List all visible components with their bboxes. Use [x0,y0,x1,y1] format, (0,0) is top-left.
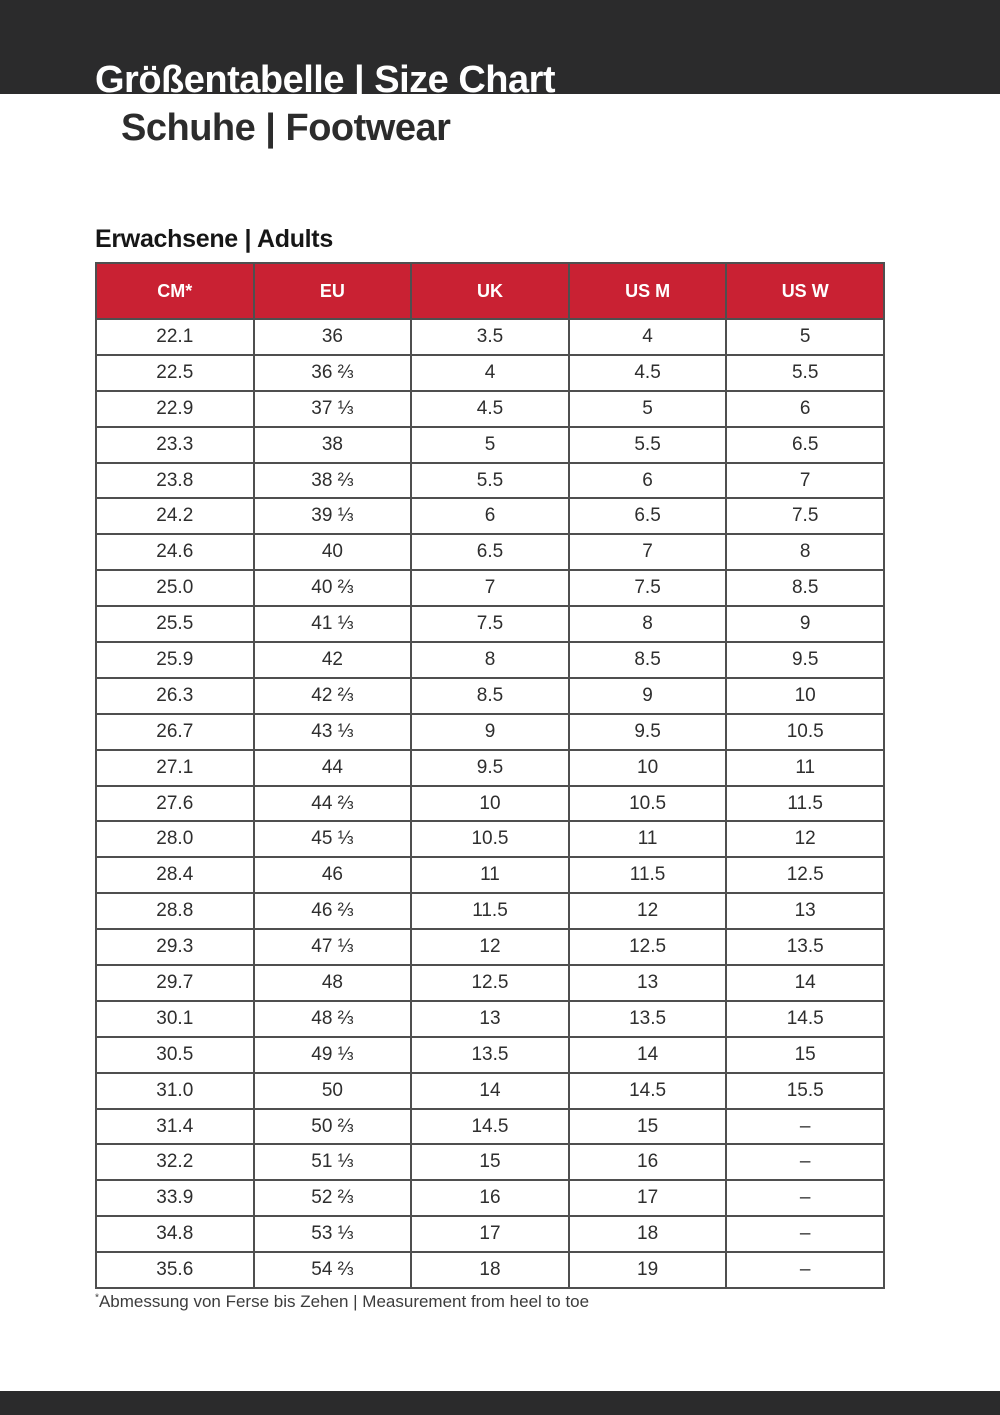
footnote-text: Abmessung von Ferse bis Zehen | Measurement from heel to toe [98,1292,590,1311]
table-cell: 28.4 [96,857,254,893]
table-cell: 42 ⅔ [254,678,412,714]
table-cell: 6.5 [411,534,569,570]
table-cell: 49 ⅓ [254,1037,412,1073]
table-cell: 15 [569,1109,727,1145]
table-row [96,821,884,857]
table-cell: 25.0 [96,570,254,606]
table-cell: 5 [569,391,727,427]
table-cell: 46 [254,857,412,893]
table-cell: 29.7 [96,965,254,1001]
column-header: EU [254,263,412,319]
table-cell: 26.7 [96,714,254,750]
table-cell: 6 [411,498,569,534]
table-cell: 9.5 [569,714,727,750]
table-cell: 5.5 [726,355,884,391]
table-cell: 5 [726,319,884,355]
table-cell: 15 [726,1037,884,1073]
table-cell: – [726,1252,884,1288]
table-row [96,929,884,965]
footnote-asterisk: * [95,1292,99,1304]
table-cell: 10.5 [726,714,884,750]
table-cell: 3.5 [411,319,569,355]
table-row [96,319,884,355]
table-cell: 39 ⅓ [254,498,412,534]
table-cell: 43 ⅓ [254,714,412,750]
table-cell: – [726,1109,884,1145]
table-cell: 14.5 [411,1109,569,1145]
table-row [96,678,884,714]
table-row [96,1180,884,1216]
table-cell: 27.6 [96,786,254,822]
table-row [96,786,884,822]
table-cell: 7.5 [569,570,727,606]
table-cell: 51 ⅓ [254,1144,412,1180]
table-cell: 17 [411,1216,569,1252]
table-cell: 23.8 [96,463,254,499]
table-cell: 13.5 [569,1001,727,1037]
table-cell: 45 ⅓ [254,821,412,857]
table-cell: 4.5 [569,355,727,391]
table-cell: 6 [726,391,884,427]
table-cell: – [726,1144,884,1180]
table-row [96,965,884,1001]
table-cell: 18 [411,1252,569,1288]
table-cell: 42 [254,642,412,678]
table-cell: 30.1 [96,1001,254,1037]
table-cell: 7 [411,570,569,606]
table-cell: 7.5 [726,498,884,534]
table-cell: 28.0 [96,821,254,857]
table-cell: 24.6 [96,534,254,570]
table-cell: 6.5 [569,498,727,534]
table-cell: 9 [569,678,727,714]
table-cell: 38 [254,427,412,463]
table-cell: 48 ⅔ [254,1001,412,1037]
table-cell: 25.5 [96,606,254,642]
table-cell: 14 [569,1037,727,1073]
table-cell: 8 [569,606,727,642]
table-row [96,1252,884,1288]
table-cell: 7 [726,463,884,499]
table-cell: 47 ⅓ [254,929,412,965]
table-row [96,642,884,678]
column-header: US M [569,263,727,319]
table-cell: 8 [726,534,884,570]
table-cell: 7 [569,534,727,570]
column-header: CM* [96,263,254,319]
table-cell: 16 [411,1180,569,1216]
table-cell: 48 [254,965,412,1001]
table-cell: 44 [254,750,412,786]
size-table-head [96,263,884,319]
table-cell: 38 ⅔ [254,463,412,499]
table-cell: 52 ⅔ [254,1180,412,1216]
table-cell: 29.3 [96,929,254,965]
table-cell: 44 ⅔ [254,786,412,822]
table-cell: 4 [569,319,727,355]
table-cell: 14.5 [569,1073,727,1109]
table-cell: 7.5 [411,606,569,642]
table-cell: 14 [726,965,884,1001]
table-cell: 41 ⅓ [254,606,412,642]
table-row [96,750,884,786]
table-cell: 35.6 [96,1252,254,1288]
table-cell: 15.5 [726,1073,884,1109]
column-header: US W [726,263,884,319]
table-cell: 54 ⅔ [254,1252,412,1288]
table-cell: 12.5 [726,857,884,893]
table-cell: 11.5 [569,857,727,893]
table-row [96,1073,884,1109]
page-subtitle: Schuhe | Footwear [121,107,451,149]
table-cell: 28.8 [96,893,254,929]
table-cell: 6 [569,463,727,499]
table-cell: 10.5 [411,821,569,857]
table-cell: 25.9 [96,642,254,678]
table-row [96,570,884,606]
table-cell: 19 [569,1252,727,1288]
table-cell: 5.5 [411,463,569,499]
table-header-row [96,263,884,319]
table-cell: 12.5 [411,965,569,1001]
table-cell: 14.5 [726,1001,884,1037]
table-cell: 26.3 [96,678,254,714]
table-row [96,498,884,534]
table-row [96,427,884,463]
table-cell: 22.1 [96,319,254,355]
table-cell: 36 ⅔ [254,355,412,391]
table-cell: 30.5 [96,1037,254,1073]
table-cell: – [726,1216,884,1252]
table-cell: 53 ⅓ [254,1216,412,1252]
table-row [96,606,884,642]
size-table [95,262,885,1289]
table-cell: 32.2 [96,1144,254,1180]
table-cell: 11 [726,750,884,786]
table-row [96,1109,884,1145]
table-cell: 9.5 [726,642,884,678]
table-cell: 11 [569,821,727,857]
table-cell: 4 [411,355,569,391]
table-cell: 36 [254,319,412,355]
footnote [95,1292,589,1312]
table-cell: 22.5 [96,355,254,391]
table-cell: 31.4 [96,1109,254,1145]
table-cell: 10 [726,678,884,714]
table-row [96,1001,884,1037]
table-row [96,355,884,391]
table-cell: 8 [411,642,569,678]
table-cell: 11 [411,857,569,893]
table-cell: 13 [569,965,727,1001]
table-cell: 14 [411,1073,569,1109]
table-cell: 27.1 [96,750,254,786]
table-row [96,857,884,893]
table-cell: 18 [569,1216,727,1252]
size-table-body [96,319,884,1288]
table-cell: 9.5 [411,750,569,786]
table-cell: 6.5 [726,427,884,463]
table-cell: 13.5 [726,929,884,965]
table-row [96,1216,884,1252]
table-row [96,1144,884,1180]
table-cell: 9 [411,714,569,750]
table-cell: 13.5 [411,1037,569,1073]
page-title: Größentabelle | Size Chart [95,59,556,101]
table-cell: 46 ⅔ [254,893,412,929]
table-cell: 17 [569,1180,727,1216]
table-cell: 23.3 [96,427,254,463]
table-row [96,463,884,499]
table-cell: 10.5 [569,786,727,822]
table-row [96,714,884,750]
table-cell: 8.5 [726,570,884,606]
table-cell: 22.9 [96,391,254,427]
table-cell: 24.2 [96,498,254,534]
table-cell: 4.5 [411,391,569,427]
table-cell: 50 ⅔ [254,1109,412,1145]
table-cell: – [726,1180,884,1216]
section-title: Erwachsene | Adults [95,225,333,253]
table-cell: 12 [726,821,884,857]
table-cell: 12 [569,893,727,929]
table-cell: 10 [569,750,727,786]
table-row [96,893,884,929]
table-cell: 31.0 [96,1073,254,1109]
table-cell: 40 [254,534,412,570]
table-cell: 10 [411,786,569,822]
column-header: UK [411,263,569,319]
table-cell: 37 ⅓ [254,391,412,427]
table-cell: 12 [411,929,569,965]
table-cell: 13 [411,1001,569,1037]
table-cell: 11.5 [411,893,569,929]
logo-pennant-wrap [732,0,937,209]
table-cell: 34.8 [96,1216,254,1252]
table-cell: 12.5 [569,929,727,965]
table-cell: 5 [411,427,569,463]
table-cell: 5.5 [569,427,727,463]
table-cell: 13 [726,893,884,929]
table-cell: 16 [569,1144,727,1180]
table-cell: 50 [254,1073,412,1109]
table-cell: 8.5 [411,678,569,714]
table-cell: 40 ⅔ [254,570,412,606]
table-cell: 8.5 [569,642,727,678]
table-row [96,391,884,427]
table-cell: 15 [411,1144,569,1180]
table-cell: 11.5 [726,786,884,822]
table-cell: 9 [726,606,884,642]
table-row [96,534,884,570]
table-row [96,1037,884,1073]
footer-bar [0,1391,1000,1415]
table-cell: 33.9 [96,1180,254,1216]
